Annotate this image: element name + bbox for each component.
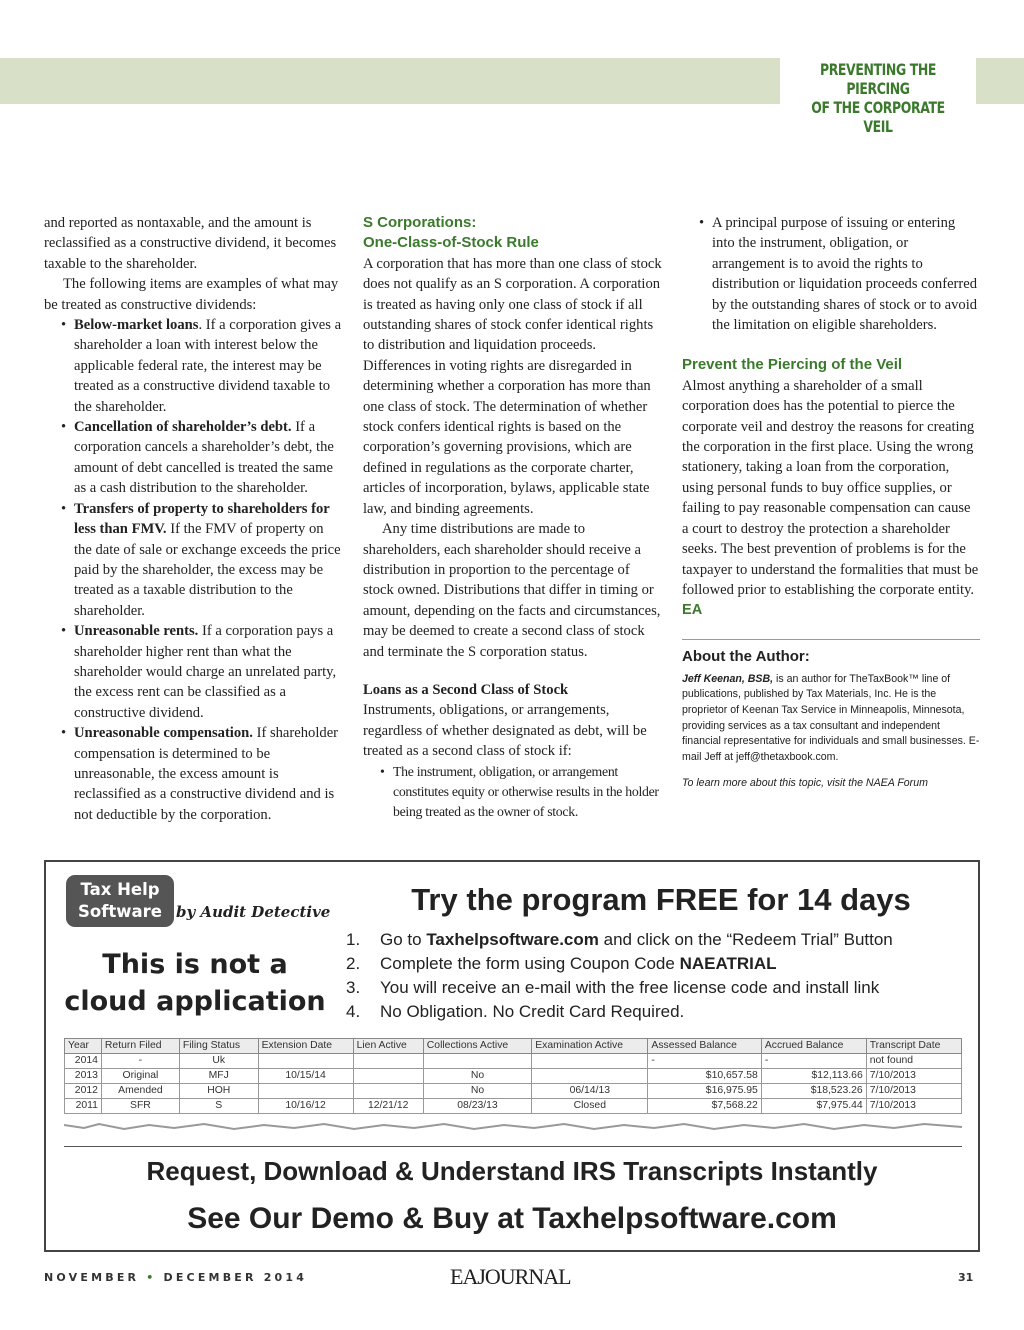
table-row xyxy=(65,1054,962,1069)
list-item-text: If a corporation cancels a shareholder’s debt, the amount of debt cancelled is treated the same as a cash distribution to the shareholder. xyxy=(74,419,334,497)
table-cell: 10/16/12 xyxy=(258,1099,353,1114)
table-cell: - xyxy=(101,1054,179,1069)
table-cell: - xyxy=(761,1054,866,1069)
tax-help-software-logo xyxy=(66,875,174,927)
step-bold: NAEATRIAL xyxy=(679,954,777,973)
list-item-text: If a corporation pays a shareholder higher rent than what the shareholder would charge an unrelated party, the excess rent can be classified as a constructive dividend. xyxy=(74,623,337,721)
logo-line1: Tax Help xyxy=(80,880,160,899)
section-title-line2: OF THE CORPORATE VEIL xyxy=(811,98,945,136)
table-cell xyxy=(353,1069,423,1084)
list-item xyxy=(58,723,344,825)
trial-steps xyxy=(346,928,976,1024)
table-row xyxy=(65,1069,962,1084)
step-item xyxy=(346,976,976,1000)
ea-end-mark: EA xyxy=(682,602,703,619)
table-cell xyxy=(258,1054,353,1069)
list-item: • A principal purpose of issuing or entering into the instrument, obligation, or arrangement is to avoid the rights to distribution or liquidation proceeds conferred by the outstanding shares of stock or to avoid the limitation on eligible shareholders. xyxy=(696,213,980,335)
table-header-row xyxy=(65,1039,962,1054)
step-number: 1. xyxy=(346,930,361,949)
paragraph: and reported as nontaxable, and the amount is reclassified as a constructive dividend, it becomes taxable to the shareholder. xyxy=(44,215,337,272)
table-cell: S xyxy=(179,1099,258,1114)
issue-month1: NOVEMBER xyxy=(44,1271,140,1284)
step-text-post: and click on the “Redeem Trial” Button xyxy=(598,930,893,949)
constructive-dividend-list xyxy=(58,315,344,825)
step-text: Go to xyxy=(380,930,427,949)
table-cell: $10,657.58 xyxy=(648,1069,761,1084)
column-header: Filing Status xyxy=(179,1039,258,1054)
table-cell: 10/15/14 xyxy=(258,1069,353,1084)
learn-more-text: To learn more about this topic, visit the NAEA Forum xyxy=(682,777,928,790)
issue-date xyxy=(44,1271,307,1284)
step-item xyxy=(346,928,976,952)
column-2 xyxy=(363,213,663,823)
author-bio-text: is an author for TheTaxBook™ line of publications, published by Tax Materials, Inc. He is the proprietor of Keenan Tax Service in Minneapolis, Minnesota, providing services as a tax consultant and independent financial representative for individuals and small businesses. E-mail Jeff at jeff@thetaxbook.com. xyxy=(682,672,980,763)
ea-journal-logo: EAJOURNAL xyxy=(450,1264,571,1289)
second-class-list xyxy=(377,762,663,823)
column-header: Year xyxy=(65,1039,102,1054)
list-item-text: If shareholder compensation is determined to be unreasonable, the excess amount is reclassified as a constructive dividend and is not deductible by the corporation. xyxy=(74,725,339,823)
list-item xyxy=(58,417,344,499)
table-cell xyxy=(532,1054,648,1069)
byline: by Audit Detective xyxy=(176,903,331,921)
table-cell xyxy=(423,1054,531,1069)
paragraph: Any time distributions are made to shareholders, each shareholder should receive a distribution in proportion to the percentage of stock owned. Distributions that differ in timing or amount, depending on the facts and circumstances, may be deemed to create a second class of stock and terminate the S corporation status. xyxy=(363,521,661,660)
about-author-heading: About the Author: xyxy=(682,647,810,665)
list-item xyxy=(58,315,344,417)
table-cell: 2014 xyxy=(65,1054,102,1069)
table-cell: No xyxy=(423,1069,531,1084)
table-row xyxy=(65,1099,962,1114)
table-cell: $16,975.95 xyxy=(648,1084,761,1099)
list-item xyxy=(58,621,344,723)
list-item-term: Below-market loans xyxy=(74,317,199,334)
table-cell: Uk xyxy=(179,1054,258,1069)
ad-title: Try the program FREE for 14 days xyxy=(411,882,911,917)
table-cell: $12,113.66 xyxy=(761,1069,866,1084)
veil-heading: Prevent the Piercing of the Veil xyxy=(682,356,903,374)
divider xyxy=(682,639,980,640)
loans-subheading: Loans as a Second Class of Stock xyxy=(363,681,569,698)
table-cell xyxy=(353,1084,423,1099)
list-item-term: Cancellation of shareholder’s debt. xyxy=(74,419,292,436)
cloud-notice xyxy=(60,946,330,1020)
section-title-line1: PREVENTING THE PIERCING xyxy=(819,60,937,98)
table-cell: Original xyxy=(101,1069,179,1084)
author-name: Jeff Keenan, BSB, xyxy=(682,672,774,685)
divider xyxy=(64,1146,962,1147)
second-class-list-cont xyxy=(696,213,980,335)
step-text: Complete the form using Coupon Code xyxy=(380,954,680,973)
table-cell xyxy=(258,1084,353,1099)
table-cell: - xyxy=(648,1054,761,1069)
paragraph xyxy=(682,376,980,621)
table-cell: $18,523.26 xyxy=(761,1084,866,1099)
table-cell: 7/10/2013 xyxy=(866,1099,961,1114)
column-3 xyxy=(682,213,980,794)
cloud-line2: cloud application xyxy=(64,986,326,1017)
table-cell: MFJ xyxy=(179,1069,258,1084)
column-header: Return Filed xyxy=(101,1039,179,1054)
step-item xyxy=(346,952,976,976)
list-item: • The instrument, obligation, or arrangement constitutes equity or otherwise results in the holder being treated as the owner of stock. xyxy=(377,762,663,823)
paragraph: The following items are examples of what may be treated as constructive dividends: xyxy=(44,276,339,313)
list-item-text: If the FMV of property on the date of sale or exchange exceeds the price paid by the shareholder, the excess may be treated as a taxable distribution to the shareholder. xyxy=(74,521,341,619)
column-header: Lien Active xyxy=(353,1039,423,1054)
table-cell: not found xyxy=(866,1054,961,1069)
list-item xyxy=(58,499,344,621)
column-header: Accrued Balance xyxy=(761,1039,866,1054)
table-cell: 2013 xyxy=(65,1069,102,1084)
step-number: 4. xyxy=(346,1002,361,1021)
table-cell: Amended xyxy=(101,1084,179,1099)
s-corp-subheading: One-Class-of-Stock Rule xyxy=(363,234,539,252)
table-cell: 06/14/13 xyxy=(532,1084,648,1099)
paragraph: A corporation that has more than one class of stock does not qualify as an S corporation. A corporation is treated as having only one class of stock if all outstanding shares of stock confer identical rights to distribution and liquidation proceeds. Differences in voting rights are disregarded in determining whether a corporation has more than one class of stock. The determination of whether stock confers identical rights is based on the corporation’s governing provisions, which are defined in regulations as the corporate charter, articles of incorporation, bylaws, applicable state law, and binding agreements. xyxy=(363,255,662,517)
table-cell xyxy=(532,1069,648,1084)
column-1 xyxy=(44,213,344,825)
table-row xyxy=(65,1084,962,1099)
table-cell: No xyxy=(423,1084,531,1099)
step-text: You will receive an e-mail with the free license code and install link xyxy=(380,978,880,997)
table-cell: SFR xyxy=(101,1099,179,1114)
list-item-term: Transfers of property to shareholders for less than FMV. xyxy=(74,500,330,538)
table-cell: 7/10/2013 xyxy=(866,1084,961,1099)
author-bio xyxy=(682,672,980,766)
s-corp-heading: S Corporations: xyxy=(363,214,477,231)
table-cell: 2012 xyxy=(65,1084,102,1099)
column-header: Assessed Balance xyxy=(648,1039,761,1054)
list-item-term: Unreasonable compensation. xyxy=(74,725,253,742)
step-bold: Taxhelpsoftware.com xyxy=(426,930,599,949)
table-cell: Closed xyxy=(532,1099,648,1114)
paragraph: Instruments, obligations, or arrangements, regardless of whether designated as debt, will be treated as a second class of stock if: xyxy=(363,702,647,760)
step-item xyxy=(346,1000,976,1024)
torn-edge xyxy=(64,1122,962,1132)
column-header: Examination Active xyxy=(532,1039,648,1054)
section-title xyxy=(802,60,955,136)
table-cell: HOH xyxy=(179,1084,258,1099)
table-cell: 12/21/12 xyxy=(353,1099,423,1114)
transcript-table xyxy=(64,1038,962,1114)
paragraph-text: Almost anything a shareholder of a small corporation does has the potential to pierce the corporate veil and destroy the reasons for creating the corporation in the first place. Using the wrong stationery, taking a loan from the corporation, using personal funds to buy office supplies, or failing to pay reasonable compensation can cause a court to destroy the protection a shareholder seeks. The best prevention of problems is for the taxpayer to understand the formalities that must be followed prior to establishing the corporate entity. xyxy=(682,377,979,598)
column-header: Transcript Date xyxy=(866,1039,961,1054)
advertisement xyxy=(44,860,980,1252)
issue-month2: DECEMBER 2014 xyxy=(163,1271,308,1284)
step-number: 3. xyxy=(346,978,361,997)
step-text: No Obligation. No Credit Card Required. xyxy=(380,1002,685,1021)
separator-dot: • xyxy=(146,1271,157,1284)
column-header: Collections Active xyxy=(423,1039,531,1054)
list-item-text: . If a corporation gives a shareholder a loan with interest below the applicable federal rate, the interest may be treated as a constructive dividend taxable to the shareholder. xyxy=(74,317,342,415)
page-number: 31 xyxy=(958,1271,974,1284)
table-cell xyxy=(353,1054,423,1069)
table-cell: 2011 xyxy=(65,1099,102,1114)
table-cell: $7,568.22 xyxy=(648,1099,761,1114)
list-item-term: Unreasonable rents. xyxy=(74,623,199,640)
table-cell: 08/23/13 xyxy=(423,1099,531,1114)
step-number: 2. xyxy=(346,954,361,973)
table-cell: $7,975.44 xyxy=(761,1099,866,1114)
ad-tagline: Request, Download & Understand IRS Transcripts Instantly xyxy=(146,1156,878,1186)
cloud-line1: This is not a xyxy=(102,949,288,980)
column-header: Extension Date xyxy=(258,1039,353,1054)
table-cell: 7/10/2013 xyxy=(866,1069,961,1084)
ad-call-to-action: See Our Demo & Buy at Taxhelpsoftware.com xyxy=(187,1202,837,1235)
logo-line2: Software xyxy=(78,902,162,921)
